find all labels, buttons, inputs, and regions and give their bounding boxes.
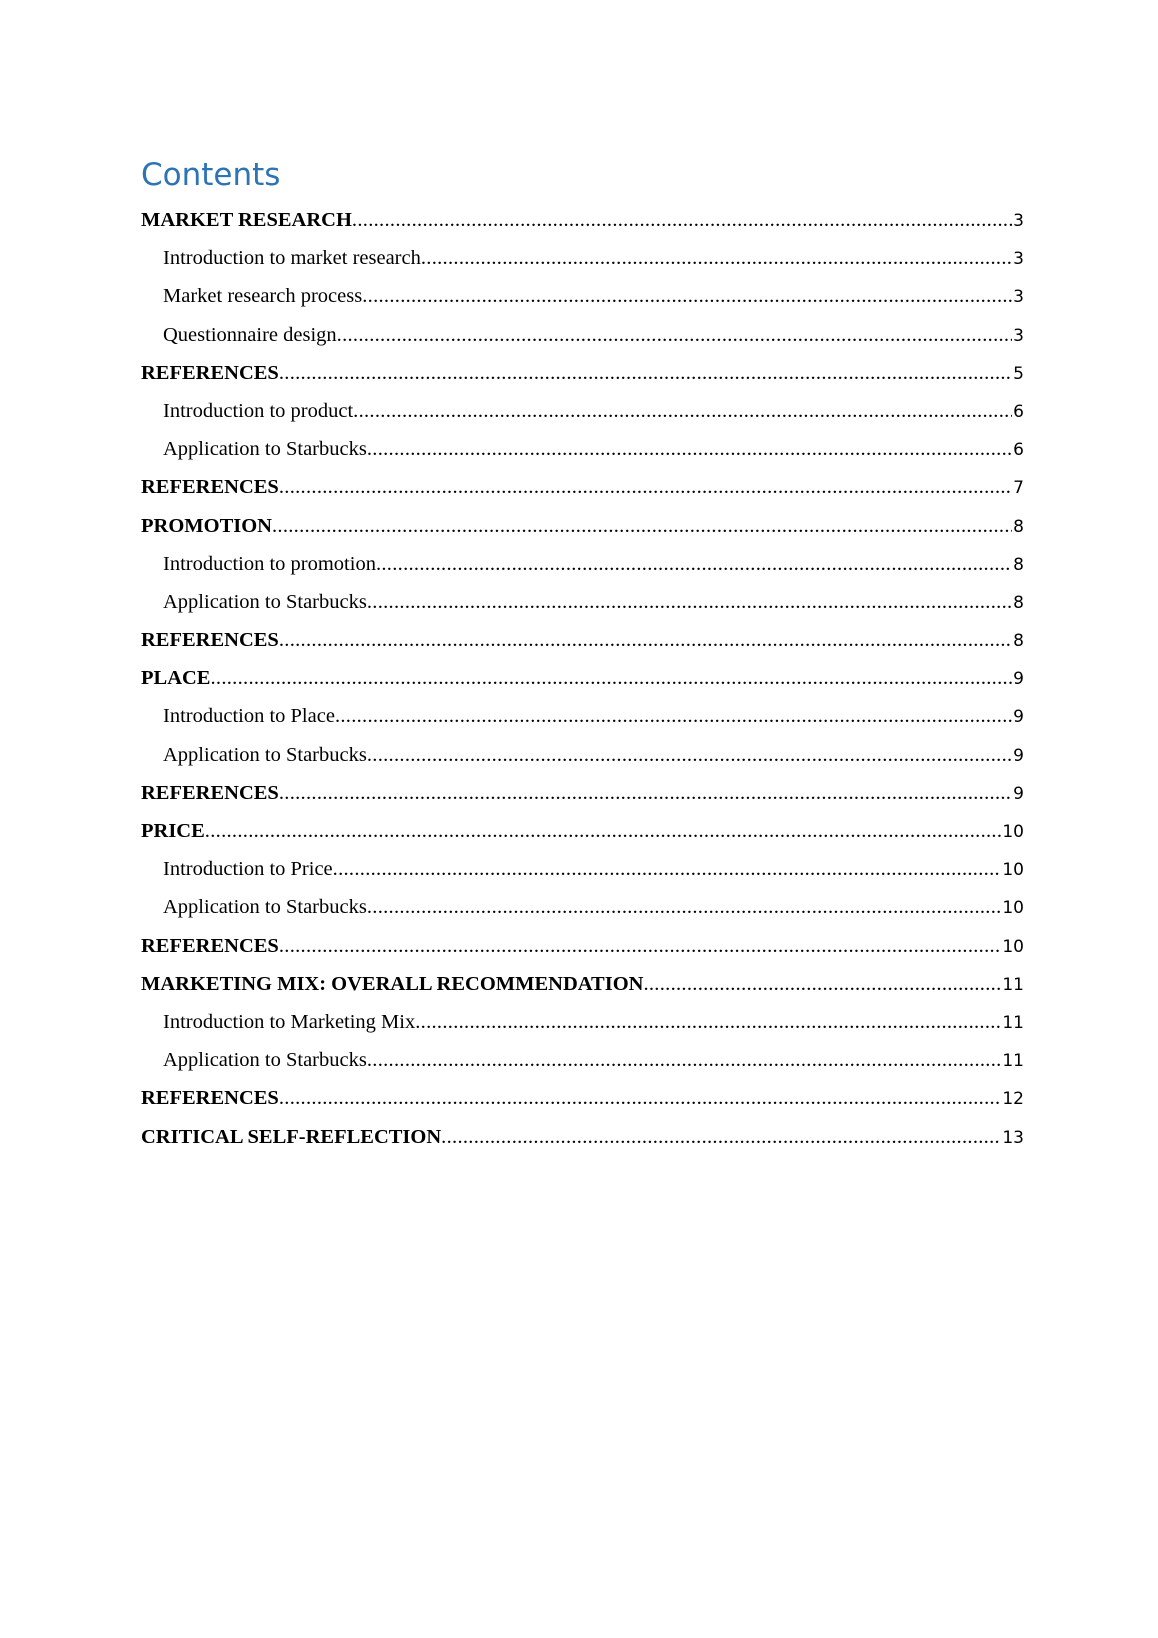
toc-entry-page-number: 3 xyxy=(1013,249,1024,270)
toc-entry-label: Application to Starbucks xyxy=(163,1049,367,1072)
toc-entry-page-number: 3 xyxy=(1013,211,1024,231)
toc-entry-label: REFERENCES xyxy=(141,934,279,957)
toc-dot-leader xyxy=(362,277,1012,315)
toc-entry-page-number: 6 xyxy=(1013,440,1024,461)
toc-entry-page-number: 12 xyxy=(1002,1089,1024,1110)
toc-entry[interactable] xyxy=(141,277,1024,315)
toc-entry-page-number: 3 xyxy=(1013,287,1024,308)
toc-entry-label: Introduction to Price xyxy=(163,858,333,881)
toc-entry[interactable] xyxy=(141,201,1024,239)
toc-entry-page-number: 13 xyxy=(1002,1127,1024,1148)
toc-entry-page-number: 6 xyxy=(1013,401,1024,422)
toc-entry[interactable] xyxy=(141,812,1024,850)
toc-entry-page-number: 7 xyxy=(1013,478,1024,499)
toc-entry-page-number: 10 xyxy=(1002,936,1024,957)
toc-entry-label: Application to Starbucks xyxy=(163,743,367,766)
toc-entry[interactable] xyxy=(141,1118,1024,1156)
toc-entry-page-number: 8 xyxy=(1013,592,1024,613)
toc-entry[interactable] xyxy=(141,774,1024,812)
toc-entry-label: Market research process xyxy=(163,285,363,308)
toc-entry-label: REFERENCES xyxy=(141,629,279,652)
toc-dot-leader xyxy=(367,736,1012,774)
toc-dot-leader xyxy=(352,201,1012,239)
toc-dot-leader xyxy=(272,507,1012,545)
toc-dot-leader xyxy=(367,583,1012,621)
toc-entry-page-number: 8 xyxy=(1013,516,1024,537)
toc-entry-page-number: 11 xyxy=(1002,974,1024,995)
toc-entry[interactable] xyxy=(141,697,1024,735)
toc-dot-leader xyxy=(279,354,1012,392)
toc-entry-page-number: 9 xyxy=(1013,783,1024,804)
toc-entry[interactable] xyxy=(141,392,1024,430)
toc-entry-page-number: 9 xyxy=(1013,745,1024,766)
toc-title: Contents xyxy=(141,157,281,193)
toc-entry-page-number: 9 xyxy=(1013,669,1024,690)
toc-entry[interactable] xyxy=(141,430,1024,468)
toc-dot-leader xyxy=(353,392,1012,430)
toc-entry-page-number: 11 xyxy=(1002,1012,1024,1033)
toc-entry[interactable] xyxy=(141,965,1024,1003)
toc-dot-leader xyxy=(335,697,1012,735)
toc-entry-label: Introduction to Place xyxy=(163,705,335,728)
toc-entry-label: Application to Starbucks xyxy=(163,438,367,461)
toc-entry-label: Application to Starbucks xyxy=(163,590,367,613)
toc-dot-leader xyxy=(205,812,1002,850)
toc-entry-label: Application to Starbucks xyxy=(163,896,367,919)
toc-entry-page-number: 10 xyxy=(1002,898,1024,919)
toc-entry-label: REFERENCES xyxy=(141,476,279,499)
toc-entry[interactable] xyxy=(141,239,1024,277)
toc-dot-leader xyxy=(279,1079,1002,1117)
toc-dot-leader xyxy=(643,965,1001,1003)
toc-dot-leader xyxy=(421,239,1012,277)
toc-dot-leader xyxy=(333,850,1002,888)
toc-entry-label: PRICE xyxy=(141,820,205,842)
toc-dot-leader xyxy=(279,774,1012,812)
toc-entry-label: CRITICAL SELF-REFLECTION xyxy=(141,1125,442,1148)
toc-entry-label: PROMOTION xyxy=(141,514,272,537)
toc-entry-page-number: 5 xyxy=(1013,363,1024,384)
toc-dot-leader xyxy=(279,468,1012,506)
toc-entry-page-number: 3 xyxy=(1013,325,1024,346)
toc-dot-leader xyxy=(367,1041,1002,1079)
toc-entry[interactable] xyxy=(141,507,1024,545)
toc-entry[interactable] xyxy=(141,1041,1024,1079)
toc-entry[interactable] xyxy=(141,736,1024,774)
toc-entry-label: MARKETING MIX: OVERALL RECOMMENDATION xyxy=(141,972,644,995)
toc-dot-leader xyxy=(210,659,1012,697)
toc-list xyxy=(141,201,1024,1156)
toc-entry-label: Introduction to promotion xyxy=(163,552,376,575)
toc-entry[interactable] xyxy=(141,1003,1024,1041)
toc-dot-leader xyxy=(367,430,1012,468)
toc-entry-label: Introduction to market research xyxy=(163,247,421,270)
toc-entry[interactable] xyxy=(141,927,1024,965)
toc-entry-page-number: 10 xyxy=(1002,822,1024,842)
toc-dot-leader xyxy=(441,1118,1001,1156)
toc-entry-page-number: 10 xyxy=(1002,860,1024,881)
toc-entry[interactable] xyxy=(141,659,1024,697)
toc-entry-page-number: 11 xyxy=(1002,1051,1024,1072)
toc-entry[interactable] xyxy=(141,850,1024,888)
toc-entry[interactable] xyxy=(141,468,1024,506)
toc-entry-label: REFERENCES xyxy=(141,781,279,804)
toc-dot-leader xyxy=(279,621,1012,659)
toc-entry[interactable] xyxy=(141,545,1024,583)
toc-dot-leader xyxy=(376,545,1012,583)
toc-entry-label: PLACE xyxy=(141,667,211,690)
toc-entry[interactable] xyxy=(141,316,1024,354)
toc-entry-label: REFERENCES xyxy=(141,1087,279,1110)
toc-entry[interactable] xyxy=(141,1079,1024,1117)
toc-dot-leader xyxy=(337,316,1013,354)
toc-entry[interactable] xyxy=(141,583,1024,621)
toc-entry-page-number: 9 xyxy=(1013,707,1024,728)
toc-entry[interactable] xyxy=(141,621,1024,659)
toc-entry[interactable] xyxy=(141,354,1024,392)
toc-entry-label: Introduction to product xyxy=(163,399,354,422)
toc-dot-leader xyxy=(367,888,1002,926)
toc-entry-label: Introduction to Marketing Mix xyxy=(163,1010,416,1033)
toc-entry-label: REFERENCES xyxy=(141,361,279,384)
toc-dot-leader xyxy=(415,1003,1001,1041)
toc-entry-page-number: 8 xyxy=(1013,631,1024,652)
toc-entry-page-number: 8 xyxy=(1013,554,1024,575)
toc-entry-label: MARKET RESEARCH xyxy=(141,209,352,231)
toc-dot-leader xyxy=(279,927,1002,965)
toc-entry-label: Questionnaire design xyxy=(163,323,337,346)
toc-entry[interactable] xyxy=(141,888,1024,926)
